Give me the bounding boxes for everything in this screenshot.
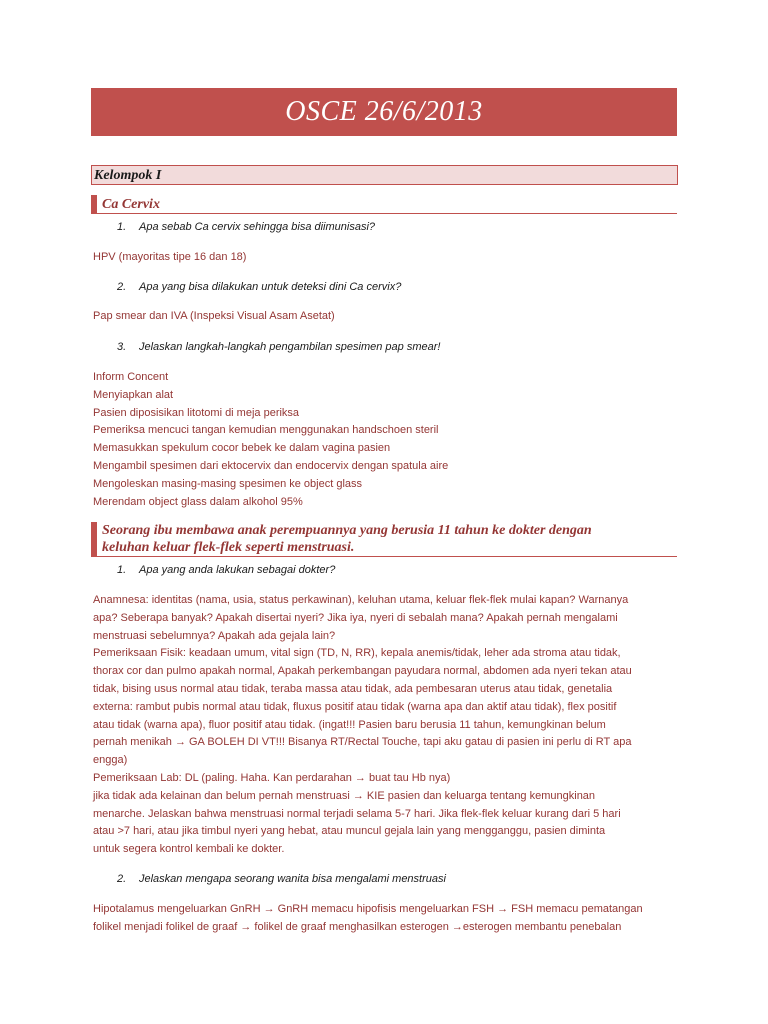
step-item: Menyiapkan alat <box>93 388 174 401</box>
question-case-2 <box>117 873 446 885</box>
question-text: Apa sebab Ca cervix sehingga bisa diimunisasi? <box>139 221 376 233</box>
question-text: Jelaskan mengapa seorang wanita bisa mengalami menstruasi <box>139 873 446 885</box>
step-item: Mengambil spesimen dari ektocervix dan endocervix dengan spatula aire <box>93 459 449 472</box>
question-text: Jelaskan langkah-langkah pengambilan spesimen pap smear! <box>139 341 441 353</box>
answer-case-1 <box>93 592 683 859</box>
question-case-1 <box>117 564 335 576</box>
answer-line: tidak, bising usus normal atau tidak, teraba massa atau tidak, ada pembesaran uterus atau tidak, genetalia <box>93 682 613 695</box>
answer-case-2 <box>93 901 683 937</box>
section-heading-line: keluhan keluar flek-flek seperti menstruasi. <box>102 540 355 555</box>
answer-line: Anamnesa: identitas (nama, usia, status perkawinan), keluhan utama, keluar flek-flek mulai kapan? Warnanya <box>93 594 629 606</box>
answer-line: externa: rambut pubis normal atau tidak, fluxus positif atau tidak (warna apa dan aktif atau tidak), flex positif <box>93 700 617 713</box>
question-3 <box>117 341 440 353</box>
answer-line: HPV (mayoritas tipe 16 dan 18) <box>93 251 247 263</box>
question-2 <box>117 281 401 293</box>
answer-line: pernah menikah → GA BOLEH DI VT!!! Bisanya RT/Rectal Touche, tapi aku gatau di pasien ini perlu di RT apa <box>93 736 632 749</box>
answer-line: Pemeriksaan Lab: DL (paling. Haha. Kan perdarahan → buat tau Hb nya) <box>93 771 451 784</box>
answer-line: jika tidak ada kelainan dan belum pernah menstruasi → KIE pasien dan keluarga tentang kemungkinan <box>93 789 596 802</box>
question-1 <box>117 221 375 233</box>
step-item: Pasien diposisikan litotomi di meja periksa <box>93 406 300 419</box>
answer-2 <box>93 308 683 326</box>
answer-line: engga) <box>93 754 128 767</box>
group-heading-box <box>91 165 678 185</box>
step-item: Merendam object glass dalam alkohol 95% <box>93 495 303 508</box>
section-heading-case <box>91 522 677 557</box>
step-item: Inform Concent <box>93 371 169 383</box>
step-item: Pemeriksa mencuci tangan kemudian menggunakan handschoen steril <box>93 424 439 437</box>
question-number: 1. <box>117 564 127 576</box>
question-text: Apa yang anda lakukan sebagai dokter? <box>139 564 336 576</box>
answer-line: atau >7 hari, atau jika timbul nyeri yang hebat, atau muncul gejala lain yang mengganggu, pasien diminta <box>93 825 606 838</box>
answer-line: thorax cor dan pulmo apakah normal, Apakah perkembangan payudara normal, abdomen ada nyeri tekan atau <box>93 665 632 678</box>
answer-3-steps <box>93 369 683 511</box>
answer-1 <box>93 249 683 267</box>
answer-line: Pemeriksaan Fisik: keadaan umum, vital sign (TD, N, RR), kepala anemis/tidak, leher ada stroma atau tidak, <box>93 647 621 660</box>
question-text: Apa yang bisa dilakukan untuk deteksi dini Ca cervix? <box>139 281 402 293</box>
question-number: 3. <box>117 341 127 353</box>
answer-line: untuk segera kontrol kembali ke dokter. <box>93 843 285 856</box>
group-heading: Kelompok I <box>94 168 162 183</box>
step-item: Mengoleskan masing-masing spesimen ke object glass <box>93 477 363 490</box>
question-number: 1. <box>117 221 127 233</box>
answer-line: atau tidak (warna apa), fluor positif atau tidak. (ingat!!! Pasien baru berusia 11 tahun, kemungkinan belum <box>93 718 606 731</box>
section-heading-line: Seorang ibu membawa anak perempuannya yang berusia 11 tahun ke dokter dengan <box>102 523 592 538</box>
answer-line: Hipotalamus mengeluarkan GnRH → GnRH memacu hipofisis mengeluarkan FSH → FSH memacu pematangan <box>93 903 643 915</box>
answer-line: apa? Seberapa banyak? Apakah disertai nyeri? Jika iya, nyeri di sebalah mana? Apakah pernah mengalami <box>93 611 618 624</box>
step-item: Memasukkan spekulum cocor bebek ke dalam vagina pasien <box>93 442 391 455</box>
section-heading-text: Ca Cervix <box>102 197 160 212</box>
title-banner <box>91 88 677 136</box>
answer-line: menstruasi sebelumnya? Apakah ada gejala lain? <box>93 629 336 642</box>
document-title: OSCE 26/6/2013 <box>285 96 483 127</box>
answer-line: menarche. Jelaskan bahwa menstruasi normal terjadi selama 5-7 hari. Jika flek-flek keluar kurang dari 5 hari <box>93 807 621 820</box>
question-number: 2. <box>117 281 127 293</box>
answer-line: folikel menjadi folikel de graaf → folikel de graaf menghasilkan esterogen →esterogen membantu penebalan <box>93 920 622 933</box>
answer-line: Pap smear dan IVA (Inspeksi Visual Asam Asetat) <box>93 310 335 322</box>
section-heading-ca-cervix <box>91 195 677 214</box>
question-number: 2. <box>117 873 127 885</box>
